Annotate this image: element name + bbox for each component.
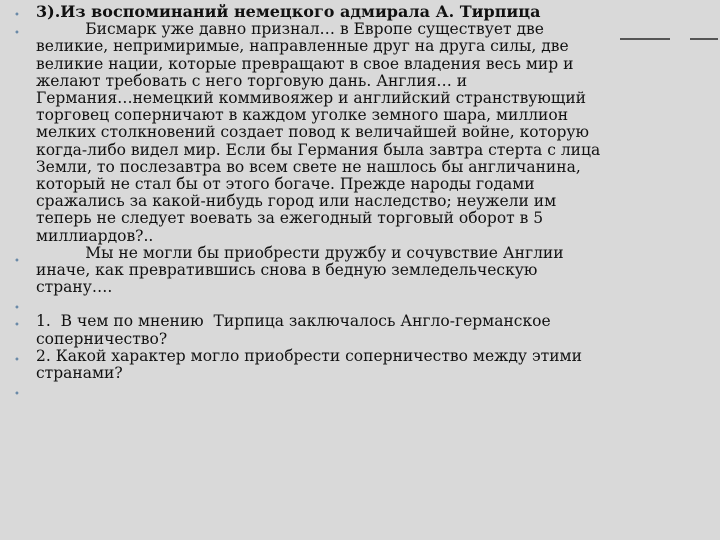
bullet-icon: • [14,354,20,366]
bullet-list [12,3,712,399]
question-line: 1. В чем по мнению Тирпица заключалось Англо-германское [36,312,551,331]
quote-line: Бисмарк уже давно признал… в Европе существует две [36,20,544,39]
question-line: 2. Какой характер могло приобрести соперничество между этими [36,346,582,365]
bullet-icon: • [14,303,20,315]
bullet-item-title [12,3,712,21]
quote-line: страну…. [36,278,113,297]
quote-line: торговец соперничают в каждом уголке земного шара, миллион [36,106,569,125]
question-line: странами? [36,364,123,383]
quote-line: сражались за какой-нибудь город или наследство; неужели им [36,192,557,211]
bullet-icon: • [14,389,20,401]
bullet-icon: • [14,255,20,267]
slide-title: 3).Из воспоминаний немецкого адмирала А. Тирпица [36,2,541,21]
quote-line: миллиардов?.. [36,226,154,245]
bullet-item-question-2 [12,348,712,382]
quote-line: который не стал бы от этого богаче. Прежде народы годами [36,175,535,194]
question-line: соперничество? [36,329,168,348]
quote-line: великие, непримиримые, направленные друг на друга силы, две [36,37,569,56]
bullet-item-quote-2 [12,245,712,297]
bullet-icon: • [14,10,20,21]
bullet-icon: • [14,28,20,40]
bullet-item-question-1 [12,313,712,347]
quote-line: Мы не могли бы приобрести дружбу и сочувствие Англии [36,243,564,262]
bullet-item-empty [12,382,712,399]
bullet-item-quote [12,21,712,245]
quote-line: мелких столкновений создает повод к величайшей войне, которую [36,123,590,142]
quote-line: желают требовать с него торговую дань. Англия… и [36,71,468,90]
quote-line: Германия…немецкий коммивояжер и английский странствующий [36,89,586,108]
quote-line: великие нации, которые превращают в свое владения весь мир и [36,54,574,73]
bullet-icon: • [14,320,20,332]
bullet-item-empty [12,296,712,313]
quote-line: когда-либо видел мир. Если бы Германия была завтра стерта с лица [36,140,601,159]
quote-line: теперь не следует воевать за ежегодный торговый оборот в 5 [36,209,544,228]
quote-line: Земли, то послезавтра во всем свете не нашлось бы англичанина, [36,157,581,176]
quote-line: иначе, как превратившись снова в бедную земледельческую [36,261,538,280]
